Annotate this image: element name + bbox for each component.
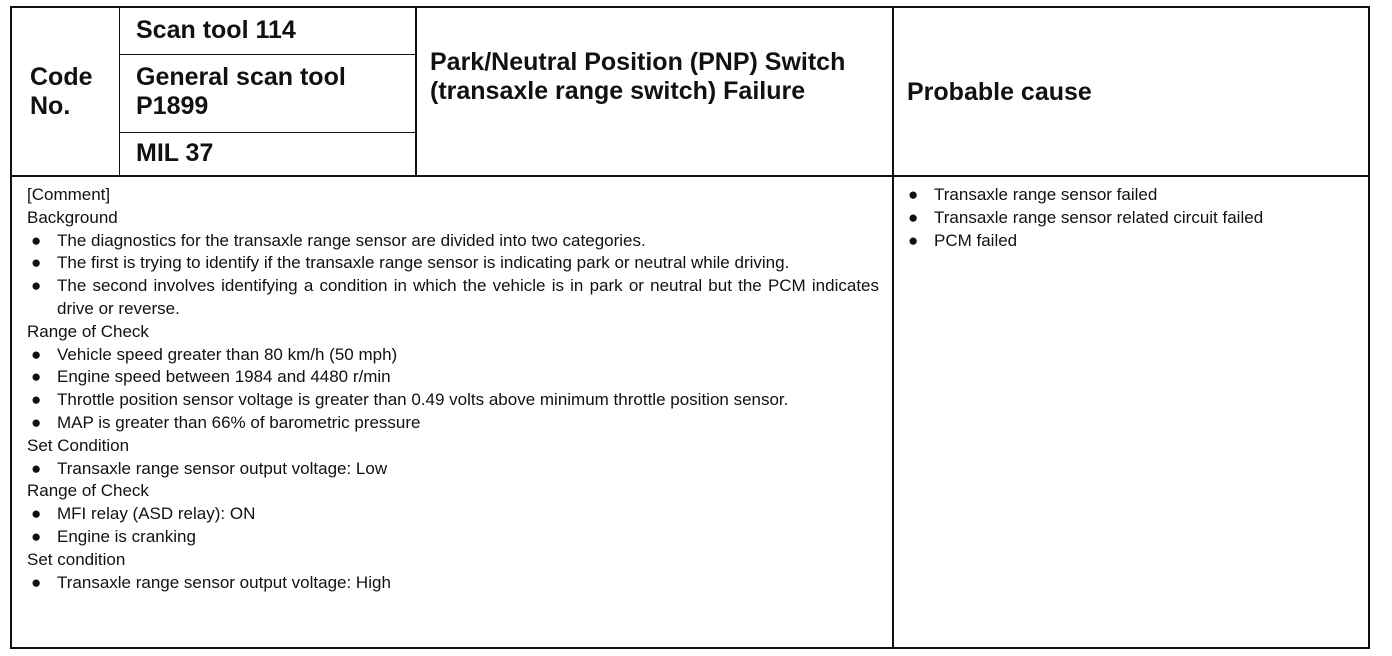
divider-scan-tool-row [119, 54, 416, 55]
bullet-icon: ● [31, 572, 42, 592]
comment-heading: [Comment] [27, 185, 111, 204]
list-item [27, 252, 879, 275]
set-condition-heading: Set condition [27, 549, 126, 569]
range-of-check-heading: Range of Check [27, 481, 149, 501]
mil-code: MIL 37 [136, 139, 214, 167]
list-item-text: Transaxle range sensor related circuit failed [934, 207, 1264, 227]
list-item-text: MFI relay (ASD relay): ON [57, 504, 256, 524]
list-item [27, 526, 879, 549]
comment-section [27, 184, 879, 594]
list-item [27, 572, 879, 595]
divider-general-tool-row [119, 132, 416, 133]
list-item-text: Engine speed between 1984 and 4480 r/min [57, 367, 391, 387]
bullet-icon: ● [908, 230, 919, 250]
scan-tool-code: Scan tool 114 [136, 16, 296, 44]
probable-cause-list [904, 184, 1366, 252]
list-item-text: Transaxle range sensor failed [934, 185, 1158, 204]
bullet-icon: ● [31, 344, 42, 364]
list-item [27, 230, 879, 253]
bullet-icon: ● [31, 504, 42, 524]
bullet-icon: ● [908, 185, 919, 204]
divider-code-column [119, 8, 120, 175]
list-item-text: Transaxle range sensor output voltage: High [57, 572, 391, 592]
bullet-icon: ● [31, 526, 42, 546]
probable-cause-header: Probable cause [907, 78, 1092, 106]
bullet-icon: ● [31, 412, 42, 432]
divider-cause-column [892, 8, 894, 649]
code-number-label: Code No. [30, 63, 93, 120]
bullet-icon: ● [31, 390, 42, 410]
list-item-text: MAP is greater than 66% of barometric pressure [57, 412, 421, 432]
range-of-check-heading: Range of Check [27, 321, 149, 341]
list-item-text: Engine is cranking [57, 526, 196, 546]
bullet-icon: ● [31, 367, 42, 387]
bullet-icon: ● [31, 230, 42, 250]
set-condition-heading: Set Condition [27, 435, 130, 455]
divider-tool-column [415, 8, 417, 175]
background-heading: Background [27, 207, 118, 227]
list-item-text: Transaxle range sensor output voltage: Low [57, 458, 388, 478]
list-item [27, 412, 879, 435]
bullet-icon: ● [31, 253, 42, 273]
bullet-icon: ● [31, 458, 42, 478]
list-item [904, 230, 1366, 253]
list-item-text: PCM failed [934, 230, 1018, 250]
list-item-text: The first is trying to identify if the transaxle range sensor is indicating park or neutral while driving. [57, 253, 790, 273]
list-item [27, 344, 879, 367]
bullet-icon: ● [908, 207, 919, 227]
divider-header-bottom [12, 175, 1370, 177]
bullet-icon: ● [31, 276, 42, 296]
list-item-text: The diagnostics for the transaxle range sensor are divided into two categories. [57, 230, 646, 250]
list-item-text: Vehicle speed greater than 80 km/h (50 mph) [57, 344, 398, 364]
diagnostic-table [10, 6, 1370, 649]
list-item-text: Throttle position sensor voltage is greater than 0.49 volts above minimum throttle position sensor. [57, 390, 789, 410]
general-scan-tool-code: General scan tool P1899 [136, 63, 346, 120]
list-item [904, 184, 1366, 207]
failure-title: Park/Neutral Position (PNP) Switch (transaxle range switch) Failure [430, 48, 846, 105]
list-item [27, 366, 879, 389]
list-item [904, 207, 1366, 230]
list-item [27, 275, 879, 321]
list-item [27, 389, 879, 412]
list-item-text: The second involves identifying a condition in which the vehicle is in park or neutral but the PCM indicates drive or reverse. [57, 276, 879, 318]
list-item [27, 503, 879, 526]
list-item [27, 458, 879, 481]
